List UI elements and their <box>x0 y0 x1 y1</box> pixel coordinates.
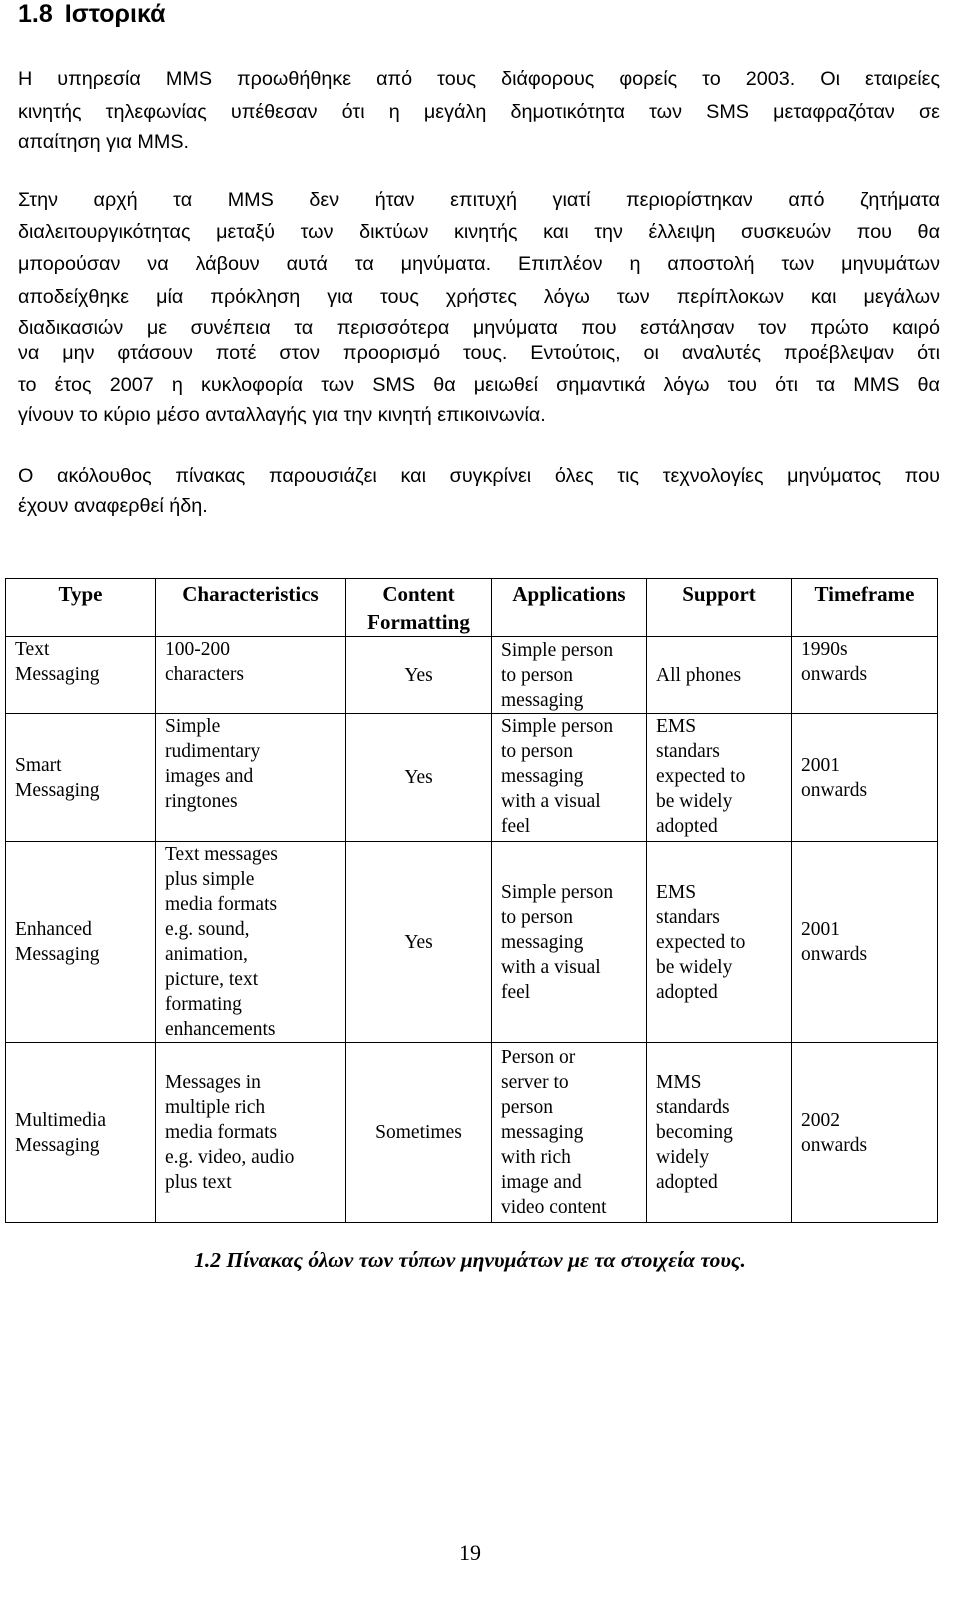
column-header: Timeframe <box>792 579 938 637</box>
column-header: Support <box>647 579 792 637</box>
table-cell: Messages in multiple rich media formats e.g. video, audio plus text <box>156 1043 346 1223</box>
text-line: το έτος 2007 η κυκλοφορία των SMS θα μειωθεί σημαντικά λόγω του ότι τα MMS θα <box>18 374 940 396</box>
table-cell: MMS standards becoming widely adopted <box>647 1043 792 1223</box>
table-cell: Enhanced Messaging <box>6 842 156 1043</box>
text-line: να μην φτάσουν ποτέ στον προορισμό τους. Εντούτοις, οι αναλυτές προέβλεψαν ότι <box>18 342 940 364</box>
table-cell: Yes <box>346 842 492 1043</box>
table-caption: 1.2 Πίνακας όλων των τύπων μηνυμάτων με τα στοιχεία τους. <box>194 1248 746 1272</box>
table-cell: Person or server to person messaging with rich image and video content <box>492 1043 647 1223</box>
table-cell: Simple person to person messaging with a visual feel <box>492 714 647 842</box>
table-cell: 1990s onwards <box>792 637 938 714</box>
table-row <box>6 714 938 842</box>
text-line: Ο ακόλουθος πίνακας παρουσιάζει και συγκρίνει όλες τις τεχνολογίες μηνύματος που <box>18 465 940 487</box>
table-row <box>6 842 938 1043</box>
column-header: Type <box>6 579 156 637</box>
table-cell: Yes <box>346 714 492 842</box>
messaging-comparison-table <box>5 578 938 1223</box>
table-cell: 2001 onwards <box>792 714 938 842</box>
table-cell: All phones <box>647 637 792 714</box>
page-number: 19 <box>459 1540 481 1565</box>
section-heading <box>18 0 165 29</box>
table-header-row <box>6 579 938 637</box>
table-cell: EMS standars expected to be widely adopted <box>647 842 792 1043</box>
table-cell: 2002 onwards <box>792 1043 938 1223</box>
text-line: απαίτηση για MMS. <box>18 131 190 153</box>
text-line: αποδείχθηκε μία πρόκληση για τους χρήστες λόγω των περίπλοκων και μεγάλων <box>18 286 940 308</box>
table-cell: Smart Messaging <box>6 714 156 842</box>
text-line: μπορούσαν να λάβουν αυτά τα μηνύματα. Επιπλέον η αποστολή των μηνυμάτων <box>18 253 940 275</box>
table-cell: Sometimes <box>346 1043 492 1223</box>
text-line: Η υπηρεσία MMS προωθήθηκε από τους διάφορους φορείς το 2003. Οι εταιρείες <box>18 68 940 90</box>
column-header: Applications <box>492 579 647 637</box>
column-header: Characteristics <box>156 579 346 637</box>
text-line: διαλειτουργικότητας μεταξύ των δικτύων κινητής και την έλλειψη συσκευών που θα <box>18 221 940 243</box>
table-row <box>6 637 938 714</box>
text-line: Στην αρχή τα MMS δεν ήταν επιτυχή γιατί περιορίστηκαν από ζητήματα <box>18 189 940 211</box>
table-cell: Yes <box>346 637 492 714</box>
table-row <box>6 1043 938 1223</box>
text-line: έχουν αναφερθεί ήδη. <box>18 495 208 517</box>
table-cell: Simple rudimentary images and ringtones <box>156 714 346 842</box>
table-cell: Text Messaging <box>6 637 156 714</box>
text-line: κινητής τηλεφωνίας υπέθεσαν ότι η μεγάλη δημοτικότητα των SMS μεταφραζόταν σε <box>18 101 940 123</box>
table-cell: EMS standars expected to be widely adopted <box>647 714 792 842</box>
text-line: γίνουν το κύριο μέσο ανταλλαγής για την κινητή επικοινωνία. <box>18 404 546 426</box>
text-line: διαδικασιών με συνέπεια τα περισσότερα μηνύματα που εστάλησαν τον πρώτο καιρό <box>18 317 940 339</box>
table-cell: 100-200 characters <box>156 637 346 714</box>
table-cell: Simple person to person messaging with a visual feel <box>492 842 647 1043</box>
section-title: Ιστορικά <box>64 0 166 28</box>
section-number: 1.8 <box>18 0 53 28</box>
column-header: Content Formatting <box>346 579 492 637</box>
table-cell: Multimedia Messaging <box>6 1043 156 1223</box>
table-cell: Simple person to person messaging <box>492 637 647 714</box>
table-cell: 2001 onwards <box>792 842 938 1043</box>
table-cell: Text messages plus simple media formats e.g. sound, animation, picture, text formating enhancements <box>156 842 346 1043</box>
